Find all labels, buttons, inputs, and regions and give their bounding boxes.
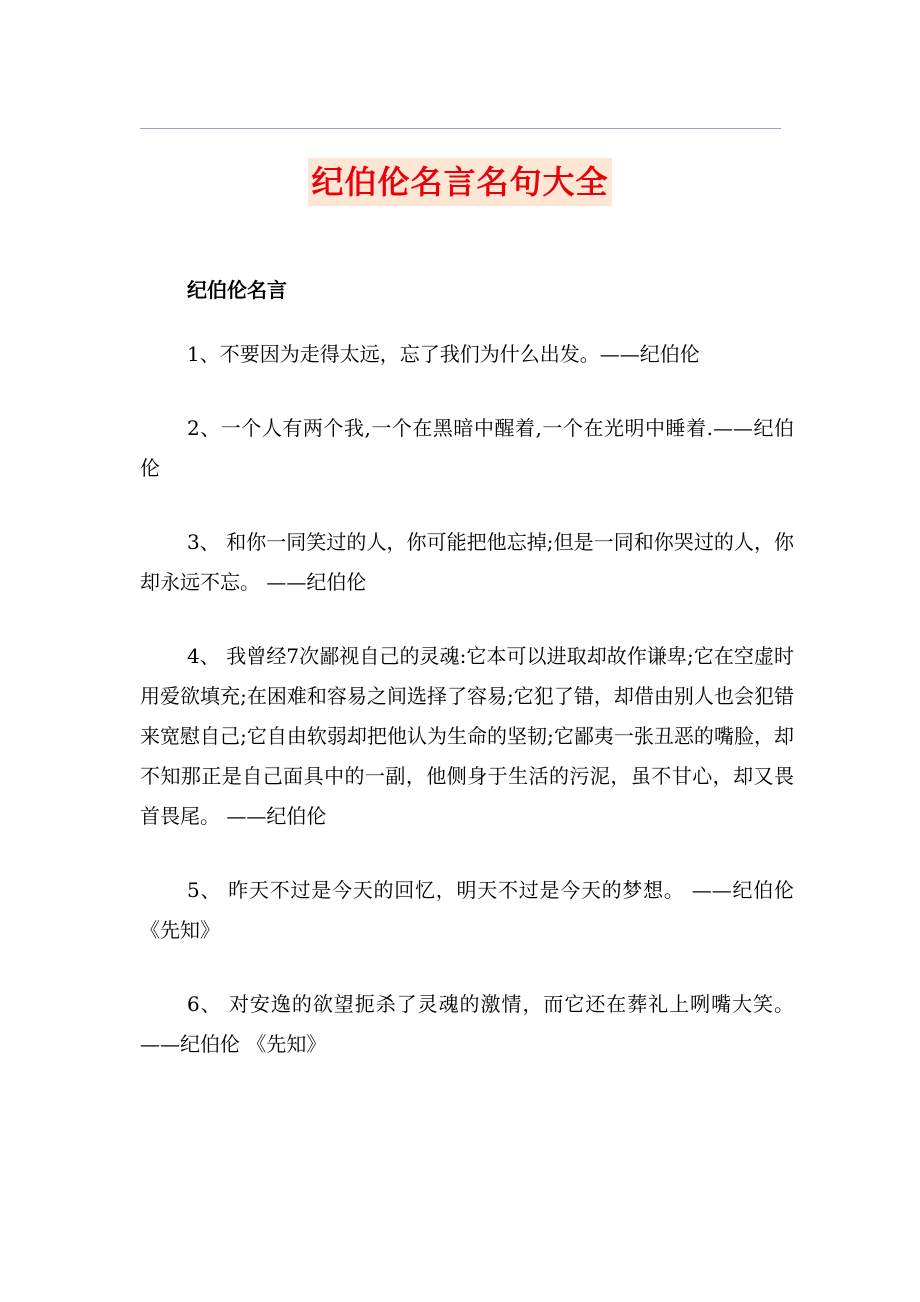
quote-item-4: 4、 我曾经7次鄙视自己的灵魂:它本可以进取却故作谦卑;它在空虚时用爱欲填充;在困难和容易之间选择了容易;它犯了错，却借由别人也会犯错来宽慰自己;它自由软弱却把他认为生命的坚韧;它鄙夷一张丑恶的嘴脸，却不知那正是自己面具中的一副，他侧身于生活的污泥，虽不甘心，却又畏首畏尾。 ——纪伯伦 bbox=[140, 644, 794, 828]
quote-item-2: 2、一个人有两个我,一个在黑暗中醒着,一个在光明中睡着.——纪伯伦 bbox=[140, 416, 794, 480]
document-title: 纪伯伦名言名句大全 bbox=[308, 158, 611, 206]
quote-item-1: 1、不要因为走得太远，忘了我们为什么出发。——纪伯伦 bbox=[187, 342, 700, 366]
header-divider bbox=[140, 128, 781, 129]
title-container bbox=[0, 158, 920, 206]
quote-list bbox=[140, 334, 794, 1098]
quote-item-5: 5、 昨天不过是今天的回忆，明天不过是今天的梦想。 ——纪伯伦 《先知》 bbox=[140, 878, 794, 942]
quote-item-3: 3、 和你一同笑过的人，你可能把他忘掉;但是一同和你哭过的人，你却永远不忘。 ——纪伯伦 bbox=[140, 530, 794, 594]
section-heading: 纪伯伦名言 bbox=[187, 278, 287, 302]
quote-item-6: 6、 对安逸的欲望扼杀了灵魂的激情，而它还在葬礼上咧嘴大笑。 ——纪伯伦 《先知》 bbox=[140, 992, 794, 1056]
